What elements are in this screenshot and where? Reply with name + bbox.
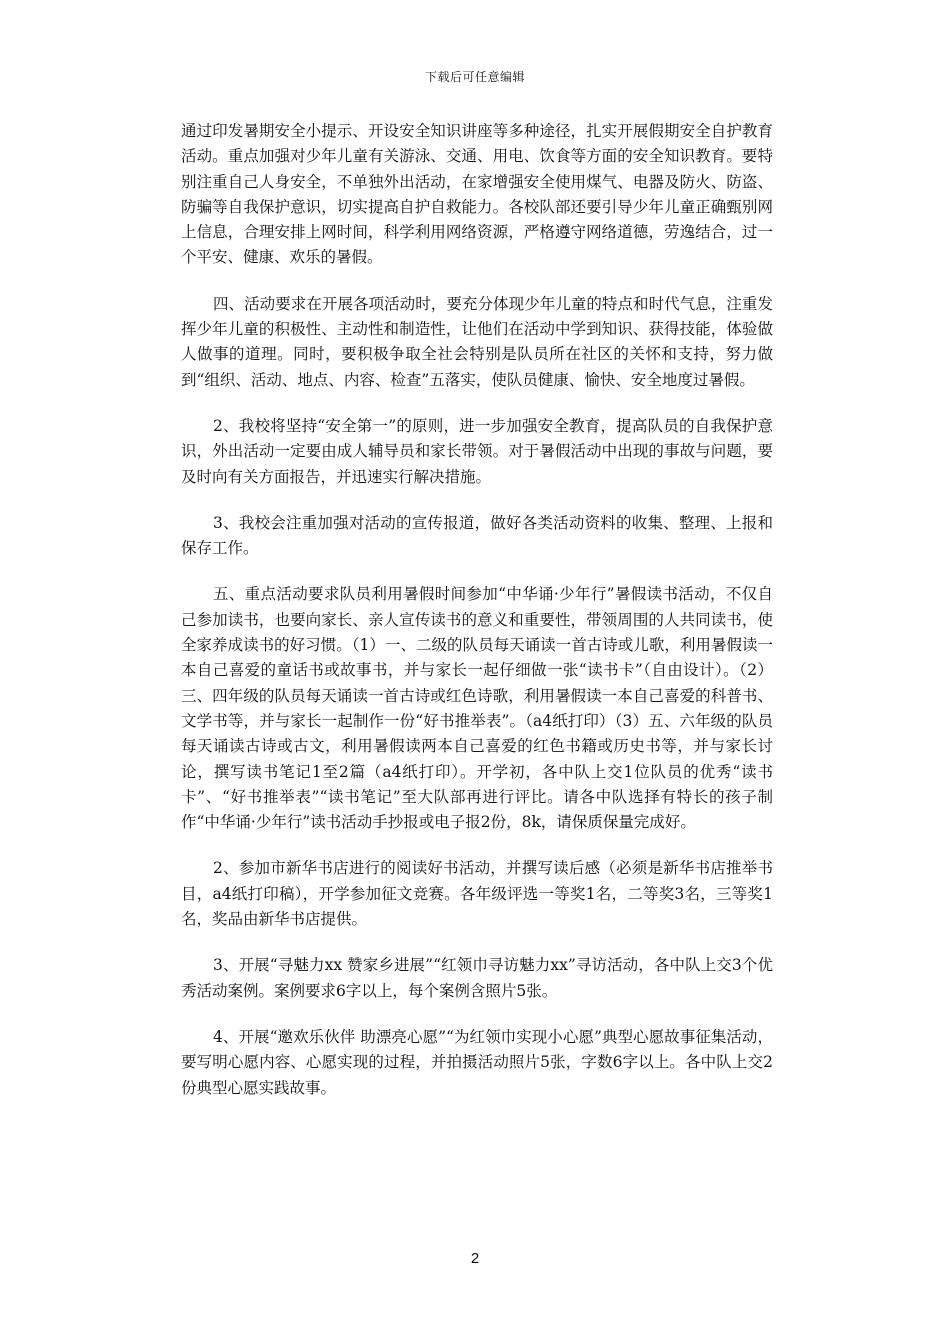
paragraph-publicity: 3、我校会注重加强对活动的宣传报道，做好各类活动资料的收集、整理、上报和保存工作。 (181, 513, 773, 558)
document-body (181, 119, 773, 1122)
paragraph-charm-visit: 3、开展“寻魅力xx 赞家乡进展”“红领巾寻访魅力xx”寻访活动，各中队上交3个优秀活动案例。案例要求6字以上，每个案例含照片5张。 (181, 956, 773, 1000)
paragraph-safety-education: 通过印发暑期安全小提示、开设安全知识讲座等多种途径，扎实开展假期安全自护教育活动。重点加强对少年儿童有关游泳、交通、用电、饮食等方面的安全知识教育。要特别注重自己人身安全，不单独外出活动，在家增强安全使用煤气、电器及防火、防盗、防骗等自我保护意识，切实提高自护自救能力。各校队部还要引导少年儿童正确甄别网上信息，合理安排上网时间，科学利用网络资源，严格遵守网络道德，劳逸结合，过一个平安、健康、欢乐的暑假。 (181, 122, 773, 267)
paragraph-wish-stories: 4、开展“邀欢乐伙伴 助漂亮心愿”“为红领巾实现小心愿”典型心愿故事征集活动，要写明心愿内容、心愿实现的过程，并拍摄活动照片5张，字数6字以上。各中队上交2份典型心愿实践故事。 (181, 1027, 773, 1097)
paragraph-xinhua-bookstore: 2、参加市新华书店进行的阅读好书活动，并撰写读后感（必须是新华书店推举书目，a4纸打印稿），开学参加征文竞赛。各年级评选一等奖1名，二等奖3名，三等奖1名，奖品由新华书店提供。 (181, 859, 773, 929)
paragraph-safety-first: 2、我校将坚持“安全第一”的原则，进一步加强安全教育，提高队员的自我保护意识，外出活动一定要由成人辅导员和家长带领。对于暑假活动中出现的事故与问题，要及时向有关方面报告，并迅速实行解决措施。 (181, 416, 773, 486)
paragraph-reading-activity: 五、重点活动要求队员利用暑假时间参加“中华诵·少年行”暑假读书活动，不仅自己参加读书，也要向家长、亲人宣传读书的意义和重要性，带领周围的人共同读书，使全家养成读书的好习惯。（1）一、二级的队员每天诵读一首古诗或儿歌，利用暑假读一本自己喜爱的童话书或故事书，并与家长一起仔细做一张“读书卡”（自由设计）。（2）三、四年级的队员每天诵读一首古诗或红色诗歌，利用暑假读一本自己喜爱的科普书、文学书等，并与家长一起制作一份“好书推举表”。（a4纸打印）（3）五、六年级的队员每天诵读古诗或古文，利用暑假读两本自己喜爱的红色书籍或历史书等，并与家长讨论，撰写读书笔记1至2篇（a4纸打印）。开学初，各中队上交1位队员的优秀“读书卡”、“好书推举表”“读书笔记”至大队部再进行评比。请各中队选择有特长的孩子制作“中华诵·少年行”读书活动手抄报或电子报2份，8k，请保质保量完成好。 (181, 585, 773, 832)
paragraph-activity-requirements: 四、活动要求在开展各项活动时，要充分体现少年儿童的特点和时代气息，注重发挥少年儿童的积极性、主动性和制造性，让他们在活动中学到知识、获得技能，体验做人做事的道理。同时，要积极争取全社会特别是队员所在社区的关怀和支持，努力做到“组织、活动、地点、内容、检查”五落实，使队员健康、愉快、安全地度过暑假。 (181, 294, 773, 389)
page-header: 下载后可任意编辑 (424, 70, 525, 84)
page-number: 2 (470, 1250, 480, 1267)
